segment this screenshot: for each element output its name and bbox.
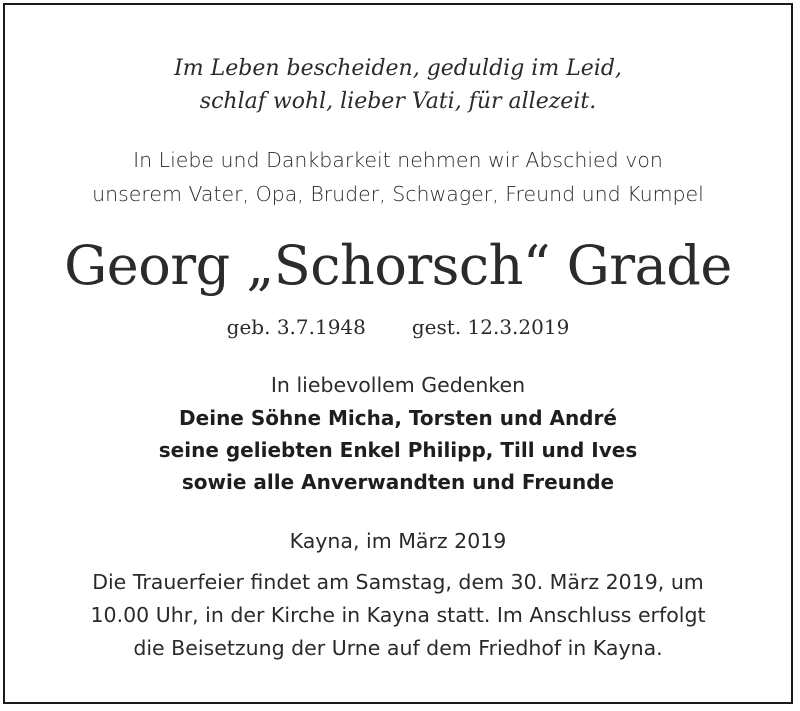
deceased-name: Georg „Schorsch“ Grade: [64, 234, 732, 297]
ceremony-line-2: 10.00 Uhr, in der Kirche in Kayna statt. Im Anschluss erfolgt: [90, 603, 706, 627]
death-date: gest. 12.3.2019: [411, 315, 570, 339]
mourner-line-2: seine geliebten Enkel Philipp, Till und Ives: [158, 438, 638, 462]
intro-line-1: In Liebe und Dankbarkeit nehmen wir Abschied von: [133, 148, 663, 172]
ceremony-line-1: Die Trauerfeier findet am Samstag, dem 30. März 2019, um: [92, 570, 704, 594]
life-dates: [5, 315, 791, 339]
remembrance-heading: In liebevollem Gedenken: [270, 373, 526, 397]
obituary-notice: [3, 3, 793, 704]
place-date: Kayna, im März 2019: [289, 529, 507, 553]
ceremony-line-3: die Beisetzung der Urne auf dem Friedhof in Kayna.: [133, 636, 663, 660]
birth-date: geb. 3.7.1948: [226, 315, 366, 339]
motto-line-2: schlaf wohl, lieber Vati, für allezeit.: [199, 89, 597, 114]
mourner-line-1: Deine Söhne Micha, Torsten und André: [179, 406, 617, 430]
intro-line-2: unserem Vater, Opa, Bruder, Schwager, Freund und Kumpel: [92, 182, 704, 206]
motto-line-1: Im Leben bescheiden, geduldig im Leid,: [174, 56, 622, 81]
mourner-line-3: sowie alle Anverwandten und Freunde: [181, 470, 615, 494]
